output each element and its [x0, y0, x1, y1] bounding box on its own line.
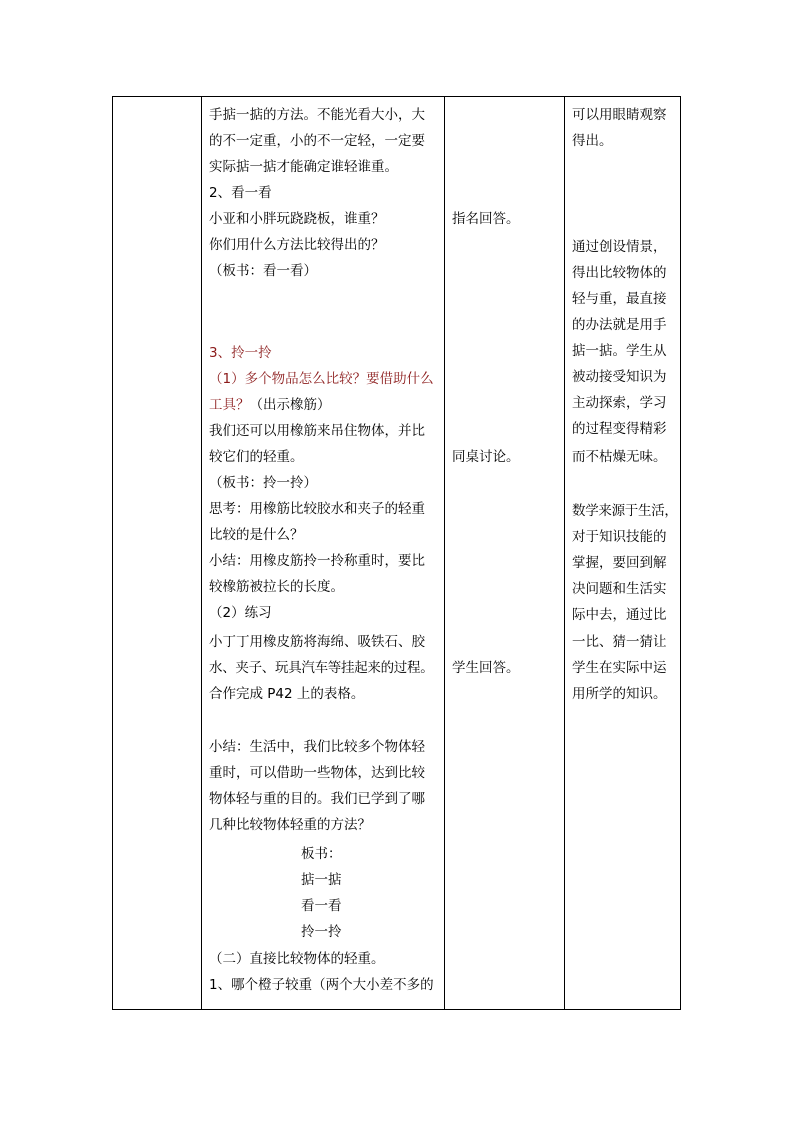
- intent-line: 掌握，要回到解: [572, 555, 667, 571]
- intent-line: 用所学的知识。: [572, 686, 667, 702]
- content-line: 1、哪个橙子较重（两个大小差不多的: [209, 977, 434, 993]
- intent-line: 主动探索，学习: [572, 395, 667, 411]
- column-divider: [201, 97, 202, 1009]
- content-line: 思考：用橡筋比较胶水和夹子的轻重: [209, 501, 425, 517]
- content-line: 物体轻与重的目的。我们已学到了哪: [209, 791, 425, 807]
- content-line: 手掂一掂的方法。不能光看大小，大: [209, 107, 425, 123]
- content-line: 比较的是什么？: [209, 527, 304, 543]
- lesson-plan-table: [112, 96, 681, 1010]
- content-line: （出示橡筋）: [249, 397, 331, 413]
- content-line: 重时，可以借助一些物体，达到比较: [209, 765, 425, 781]
- activity-line: 同桌讨论。: [452, 449, 520, 465]
- intent-line: 的办法就是用手: [572, 317, 667, 333]
- content-line: 你们用什么方法比较得出的？: [209, 237, 385, 253]
- intent-line: 一比、猜一猜让: [572, 634, 667, 650]
- section-heading: 3、拎一拎: [209, 345, 272, 361]
- content-line: 小结：用橡皮筋拎一拎称重时，要比: [209, 553, 425, 569]
- board-note: （板书：拎一拎）: [209, 475, 317, 491]
- content-line: 实际掂一掂才能确定谁轻谁重。: [209, 159, 398, 175]
- intent-line: 被动接受知识为: [572, 369, 667, 385]
- section-heading: （二）直接比较物体的轻重。: [209, 951, 385, 967]
- content-line: 小结：生活中，我们比较多个物体轻: [209, 739, 425, 755]
- board-note: 拎一拎: [301, 924, 342, 940]
- content-line: [209, 395, 331, 415]
- board-note: 板书：: [301, 846, 342, 862]
- activity-line: 学生回答。: [452, 660, 520, 676]
- intent-line: 掂一掂。学生从: [572, 343, 667, 359]
- content-line: 水、夹子、玩具汽车等挂起来的过程。: [209, 660, 434, 676]
- board-note: （板书：看一看）: [209, 263, 317, 279]
- intent-line: 轻与重，最直接: [572, 291, 667, 307]
- content-line: 较它们的轻重。: [209, 449, 304, 465]
- intent-line: 的过程变得精彩: [572, 421, 667, 437]
- content-line: （2）练习: [209, 605, 272, 621]
- content-line: 小亚和小胖玩跷跷板，谁重？: [209, 211, 385, 227]
- intent-line: 学生在实际中运: [572, 660, 667, 676]
- content-line: 小丁丁用橡皮筋将海绵、吸铁石、胶: [209, 634, 425, 650]
- content-line-highlight: 工具？: [209, 397, 250, 413]
- intent-line: 数学来源于生活，: [572, 503, 678, 519]
- board-note: 掂一掂: [301, 872, 342, 888]
- intent-line: 得出。: [572, 133, 613, 149]
- intent-line: 通过创设情景，: [572, 239, 667, 255]
- content-line: 的不一定重，小的不一定轻，一定要: [209, 133, 425, 149]
- activity-line: 指名回答。: [452, 211, 520, 227]
- content-line: 我们还可以用橡筋来吊住物体，并比: [209, 423, 425, 439]
- board-note: 看一看: [301, 898, 342, 914]
- content-line: 2、看一看: [209, 185, 272, 201]
- intent-line: 而不枯燥无味。: [572, 449, 667, 465]
- content-line: 合作完成 P42 上的表格。: [209, 686, 365, 702]
- content-line-highlight: （1）多个物品怎么比较？要借助什么: [209, 371, 434, 387]
- column-divider: [444, 97, 445, 1009]
- intent-line: 可以用眼睛观察: [572, 107, 667, 123]
- intent-line: 决问题和生活实: [572, 581, 667, 597]
- intent-line: 际中去，通过比: [572, 607, 667, 623]
- intent-line: 对于知识技能的: [572, 529, 667, 545]
- content-line: 较橡筋被拉长的长度。: [209, 579, 344, 595]
- content-line: 几种比较物体轻重的方法？: [209, 817, 371, 833]
- intent-line: 得出比较物体的: [572, 265, 667, 281]
- column-divider: [564, 97, 565, 1009]
